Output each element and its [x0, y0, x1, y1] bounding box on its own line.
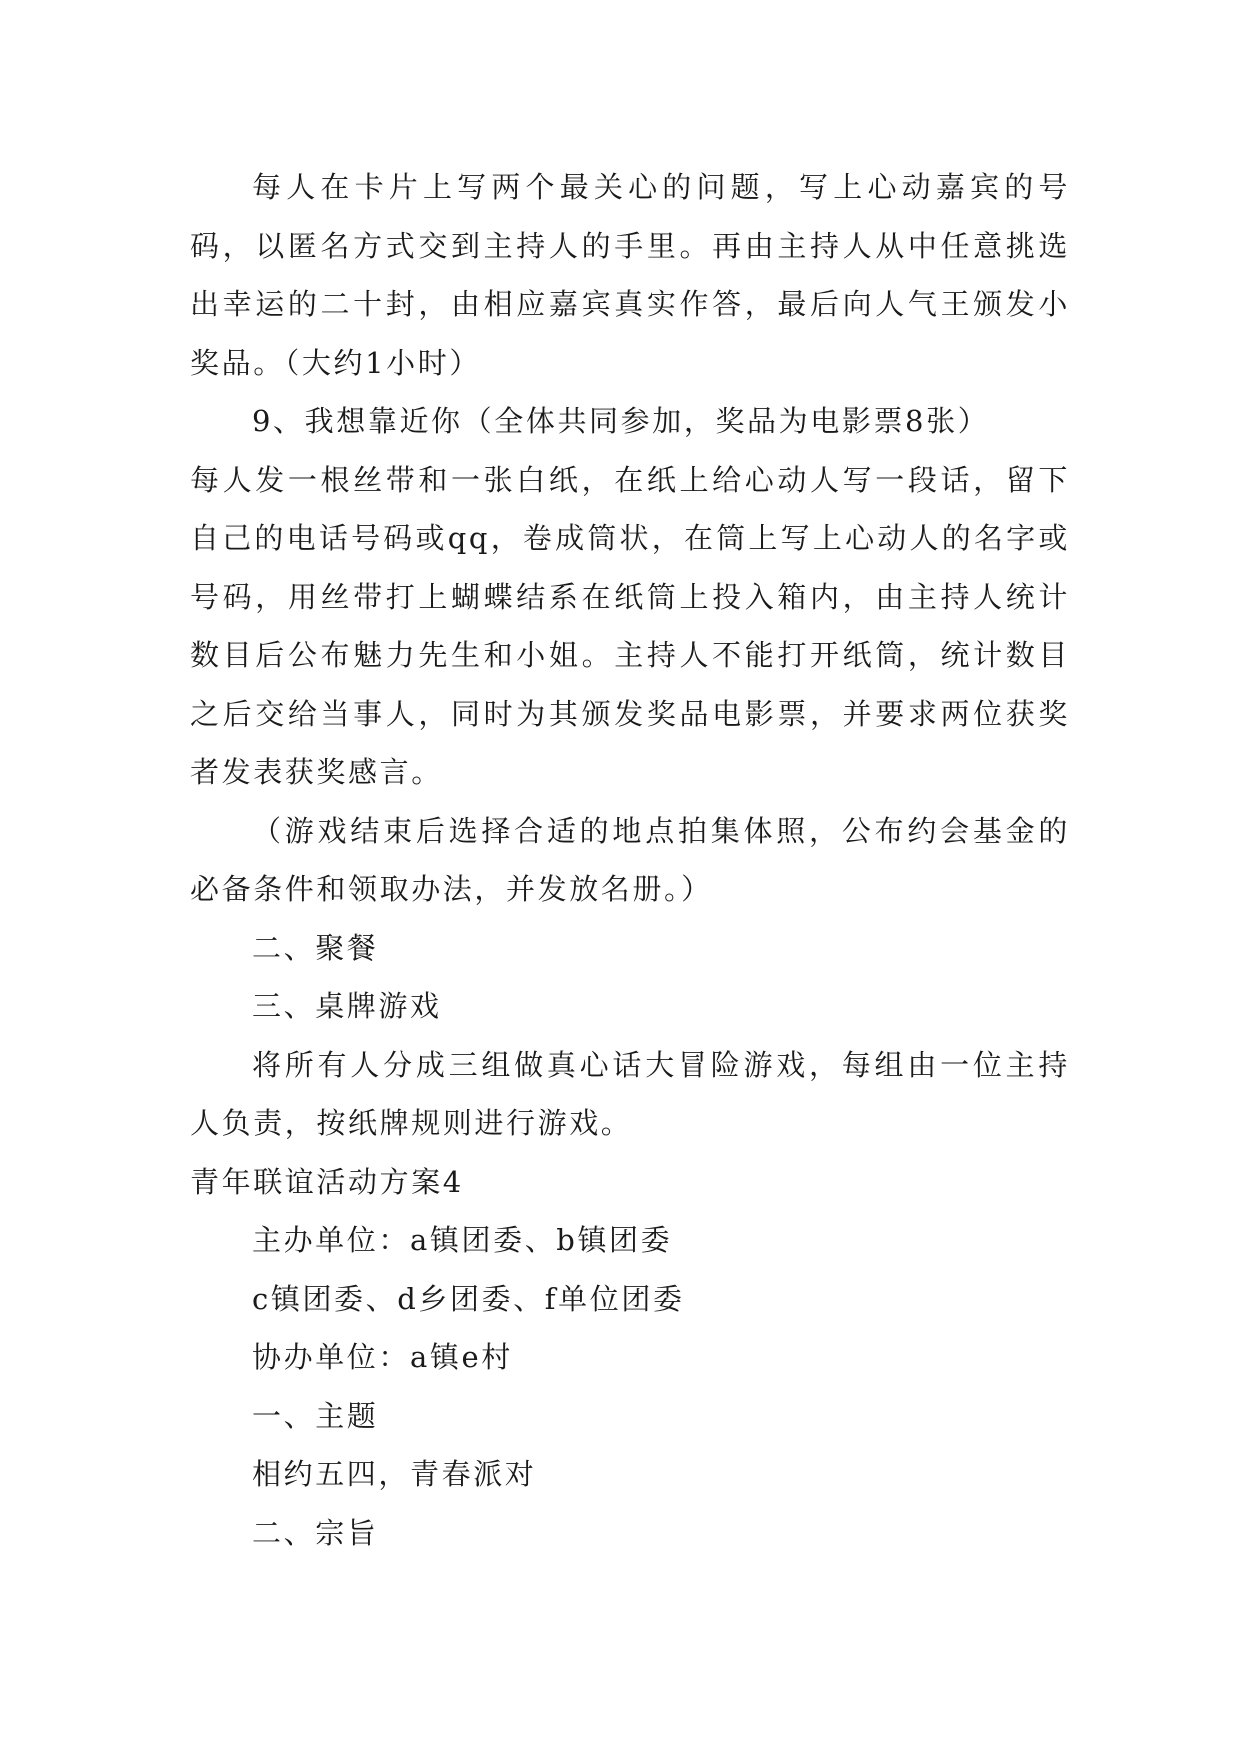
paragraph-group-photo-note: （游戏结束后选择合适的地点拍集体照，公布约会基金的必备条件和领取办法，并发放名册。） — [190, 813, 1070, 906]
paragraph-truth-or-dare: 将所有人分成三组做真心话大冒险游戏，每组由一位主持人负责，按纸牌规则进行游戏。 — [190, 1047, 1070, 1140]
section-theme-heading: 一、主题 — [252, 1398, 379, 1433]
paragraph-ribbon-letters: 每人发一根丝带和一张白纸，在纸上给心动人写一段话，留下自己的电话号码或qq，卷成筒状，在筒上写上心动人的名字或号码，用丝带打上蝴蝶结系在纸筒上投入箱内，由主持人统计数目后公布魅力先生和小姐。主持人不能打开纸筒，统计数目之后交给当事人，同时为其颁发奖品电影票，并要求两位获奖者发表获奖感言。 — [190, 462, 1070, 789]
theme-text: 相约五四，青春派对 — [252, 1457, 537, 1491]
organizer-line: 主办单位：a镇团委、b镇团委 — [252, 1223, 673, 1257]
section-card-game-heading: 三、桌牌游戏 — [252, 989, 442, 1023]
section-dinner-heading: 二、聚餐 — [252, 930, 379, 965]
paragraph-activity-9-heading: 9、我想靠近你（全体共同参加，奖品为电影票8张） — [252, 404, 990, 438]
section-purpose-heading: 二、宗旨 — [252, 1515, 379, 1550]
paragraph-card-questions: 每人在卡片上写两个最关心的问题，写上心动嘉宾的号码，以匿名方式交到主持人的手里。再由主持人从中任意挑选出幸运的二十封，由相应嘉宾真实作答，最后向人气王颁发小奖品。（大约1小时） — [190, 170, 1070, 380]
document-body — [190, 158, 1070, 1562]
organizer-line-continued: c镇团委、d乡团委、f单位团委 — [252, 1281, 685, 1316]
plan-4-title: 青年联谊活动方案4 — [190, 1164, 464, 1199]
co-organizer-line: 协办单位：a镇e村 — [252, 1340, 513, 1374]
